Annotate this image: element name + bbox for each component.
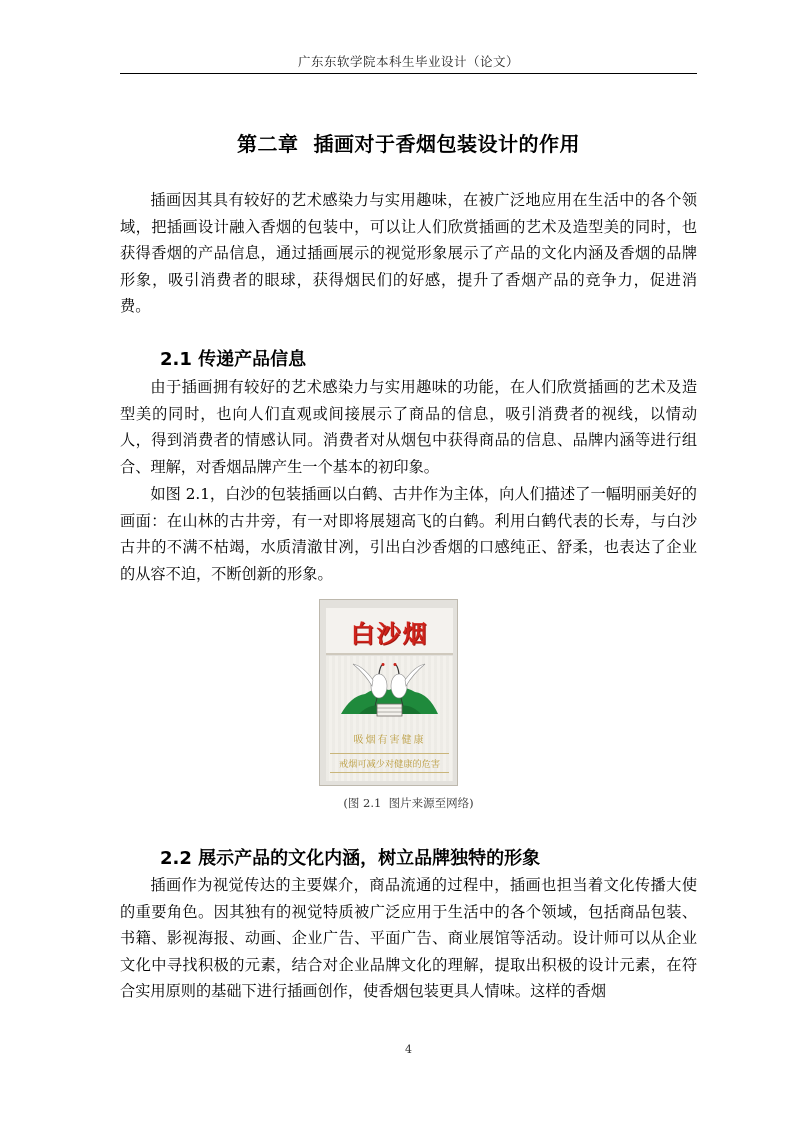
header-divider: [120, 73, 697, 74]
intro-paragraph: 插画因其具有较好的艺术感染力与实用趣味，在被广泛地应用在生活中的各个领域，把插画设计融入香烟的包装中，可以让人们欣赏插画的艺术及造型美的同时，也获得香烟的产品信息，通过插画展示的视觉形象展示了产品的文化内涵及香烟的品牌形象，吸引消费者的眼球，获得烟民们的好感，提升了香烟产品的竞争力，促进消费。: [120, 191, 697, 315]
chapter-title: 第二章 插画对于香烟包装设计的作用: [237, 132, 580, 156]
section-2-1-paragraph-1: 由于插画拥有较好的艺术感染力与实用趣味的功能，在人们欣赏插画的艺术及造型美的同时，也向人们直观或间接展示了商品的信息，吸引消费者的视线，以情动人，得到消费者的情感认同。消费者对从烟包中获得商品的信息、品牌内涵等进行组合、理解，对香烟品牌产生一个基本的初印象。: [120, 378, 697, 476]
pack-warning-line-2: 戒烟可减少对健康的危害: [330, 753, 449, 773]
section-2-1-paragraph-2: 如图 2.1，白沙的包装插画以白鹤、古井作为主体，向人们描述了一幅明丽美好的画面：在山林的古井旁，有一对即将展翅高飞的白鹤。利用白鹤代表的长寿，与白沙古井的不满不枯竭，水质清澈甘冽，引出白沙香烟的口感纯正、舒柔，也表达了企业的从容不迫，不断创新的形象。: [120, 485, 697, 583]
section-2-2-paragraph-1: 插画作为视觉传达的主要媒介，商品流通的过程中，插画也担当着文化传播大使的重要角色。因其独有的视觉特质被广泛应用于生活中的各个领域，包括商品包装、书籍、影视海报、动画、企业广告、平面广告、商业展馆等活动。设计师可以从企业文化中寻找积极的元素，结合对企业品牌文化的理解，提取出积极的设计元素，在符合实用原则的基础下进行插画创作，使香烟包装更具人情味。这样的香烟: [120, 876, 697, 1000]
pack-warning-line-1: 吸烟有害健康: [353, 735, 426, 746]
crane-well-illustration: [339, 662, 440, 722]
section-2-1-title: 2.1 传递产品信息: [160, 349, 307, 370]
page-number: 4: [405, 1043, 412, 1056]
section-2-2-title: 2.2 展示产品的文化内涵，树立品牌独特的形象: [160, 848, 541, 869]
figure-caption: (图 2.1 图片来源至网络): [343, 796, 474, 810]
page-header: 广东东软学院本科生毕业设计（论文）: [297, 54, 519, 69]
pack-brand-text: 白沙烟: [350, 620, 429, 648]
pack-body: [326, 656, 453, 781]
figure-cigarette-pack: [319, 599, 458, 786]
pack-top-flap: [326, 608, 453, 655]
